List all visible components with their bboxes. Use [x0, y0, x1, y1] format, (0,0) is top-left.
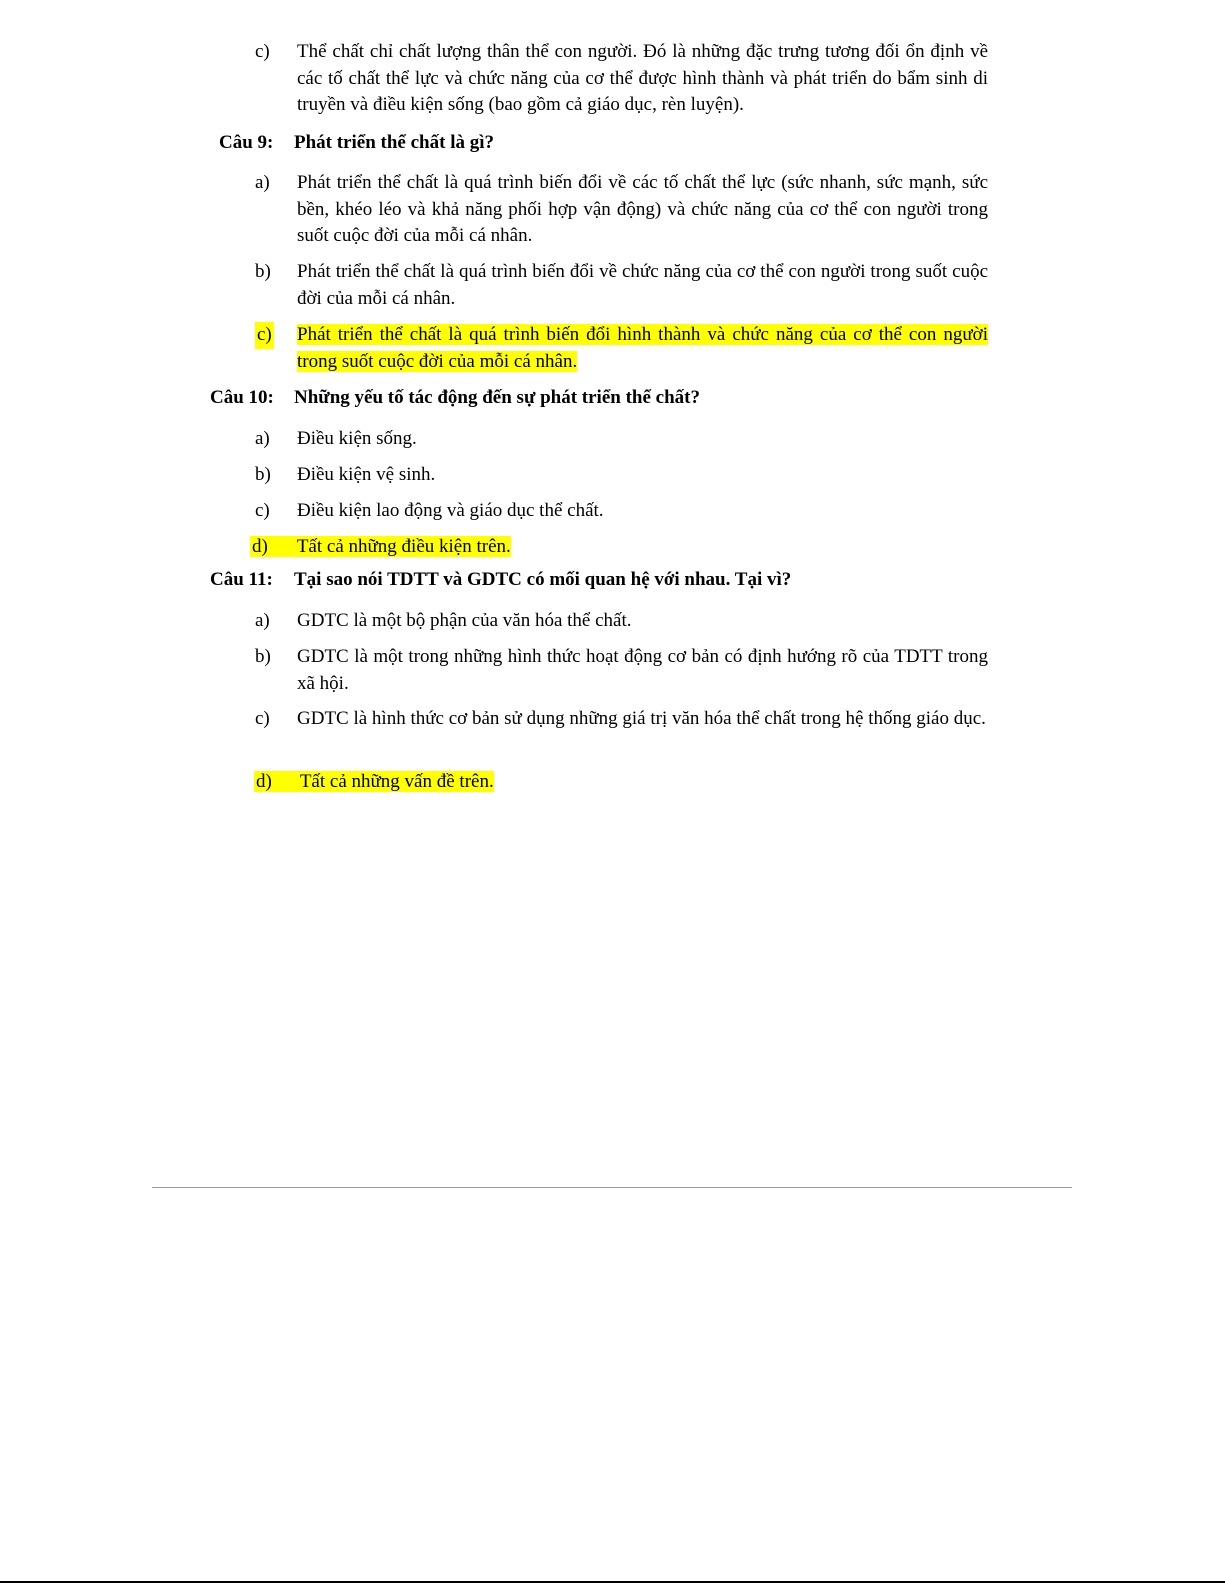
- q11-option-a: [250, 608, 988, 635]
- option-letter: b): [255, 646, 271, 667]
- footer-divider: [152, 1187, 1072, 1188]
- q11-option-c: [250, 706, 988, 733]
- option-letter: a): [255, 172, 270, 193]
- question-number: Câu 9:: [219, 132, 274, 153]
- option-text: GDTC là hình thức cơ bản sử dụng những giá trị văn hóa thể chất trong hệ thống giáo dục.: [297, 708, 986, 729]
- q9-option-a: [250, 170, 988, 250]
- option-text: Điều kiện vệ sinh.: [297, 464, 436, 485]
- option-text: Điều kiện lao động và giáo dục thể chất.: [297, 500, 604, 521]
- option-text: Phát triển thể chất là quá trình biến đổi về chức năng của cơ thể con người trong suốt cuộc đời của mỗi cá nhân.: [297, 261, 988, 309]
- option-letter: c): [255, 500, 270, 521]
- option-text: Phát triển thể chất là quá trình biến đổi về các tố chất thể lực (sức nhanh, sức mạnh, sức bền, khéo léo và khả năng phối hợp vận động) và chức năng của cơ thể con người trong suốt cuộc đời của mỗi cá nhân.: [297, 172, 988, 246]
- option-letter: a): [255, 428, 270, 449]
- question-number: Câu 11:: [210, 569, 273, 590]
- option-letter: d): [256, 771, 272, 792]
- q10-option-a: [250, 426, 988, 453]
- q11-option-b: [250, 644, 988, 697]
- option-text: Thể chất chỉ chất lượng thân thể con người. Đó là những đặc trưng tương đối ổn định về các tố chất thể lực và chức năng của cơ thể được hình thành và phát triển do bẩm sinh di truyền và điều kiện sống (bao gồm cả giáo dục, rèn luyện).: [297, 41, 988, 115]
- highlighted-answer: Phát triển thể chất là quá trình biến đổi hình thành và chức năng của cơ thể con người trong suốt cuộc đời của mỗi cá nhân.: [297, 324, 988, 372]
- option-letter: d): [252, 536, 268, 557]
- option-text: GDTC là một bộ phận của văn hóa thể chất.: [297, 610, 632, 631]
- option-letter: b): [255, 464, 271, 485]
- option-letter: c): [255, 41, 270, 62]
- option-text-content: Tất cả những vấn đề trên.: [299, 771, 494, 792]
- option-text: [254, 769, 988, 796]
- option-letter: c): [255, 322, 274, 349]
- q10-option-d-answer: [250, 534, 988, 561]
- option-text: [297, 322, 988, 375]
- q9-option-c-answer: [250, 322, 988, 375]
- option-text: [250, 534, 988, 561]
- q9-option-b: [250, 259, 988, 312]
- q8-option-c: [250, 39, 988, 119]
- question-text: Những yếu tố tác động đến sự phát triển thể chất?: [294, 387, 700, 408]
- option-text: Điều kiện sống.: [297, 428, 417, 449]
- question-text: Phát triển thể chất là gì?: [294, 132, 495, 153]
- option-letter: c): [255, 708, 270, 729]
- option-text: GDTC là một trong những hình thức hoạt động cơ bản có định hướng rõ của TDTT trong xã hội.: [297, 646, 988, 694]
- q10-option-b: [250, 462, 988, 489]
- q10-option-c: [250, 498, 988, 525]
- option-letter: b): [255, 261, 271, 282]
- question-text: Tại sao nói TDTT và GDTC có mối quan hệ với nhau. Tại vì?: [294, 569, 792, 590]
- question-number: Câu 10:: [210, 387, 274, 408]
- option-letter: a): [255, 610, 270, 631]
- highlighted-answer: [254, 771, 494, 792]
- highlighted-answer: [250, 536, 511, 557]
- q11-option-d-answer: [250, 769, 988, 796]
- page-bottom-edge: [0, 1581, 1225, 1583]
- option-text-content: Tất cả những điều kiện trên.: [296, 536, 511, 557]
